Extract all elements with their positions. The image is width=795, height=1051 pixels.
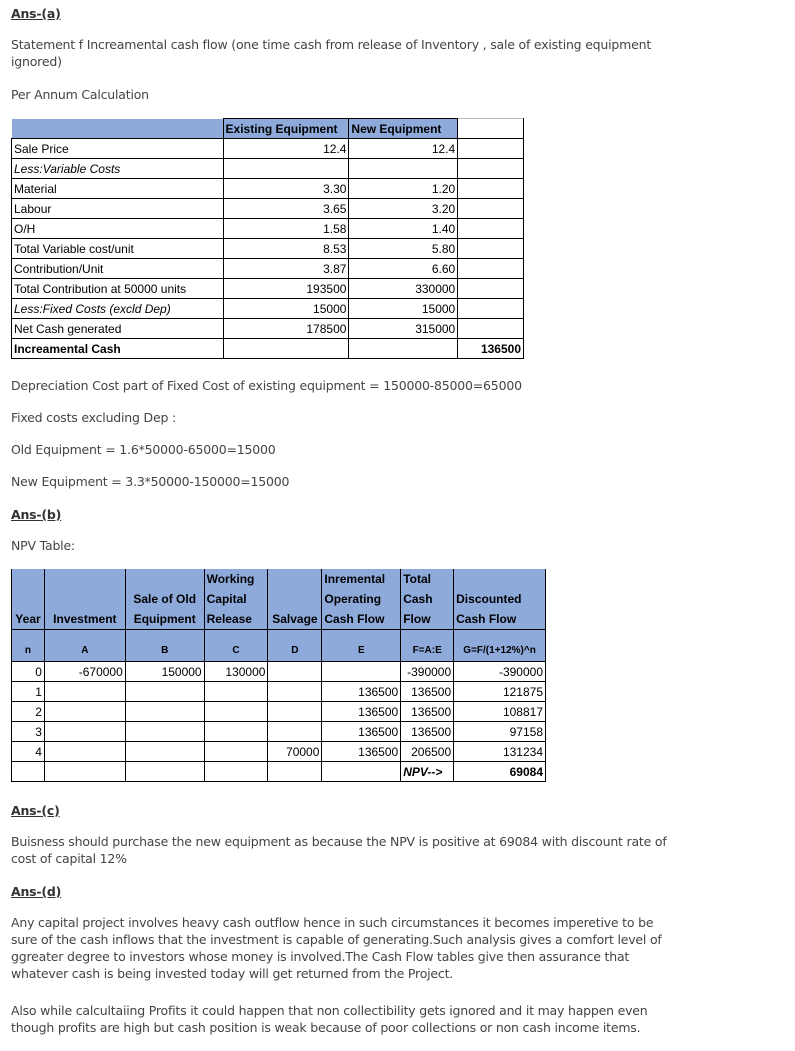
code-b: B — [125, 630, 204, 662]
paragraph-1: Any capital project involves heavy cash outflow hence in such circumstances it becomes imperetive to be sure of the cash inflows that the investment is capable of generating.Such analysis gives a comfort level of ggreater degree to investors whose money is involved.The Cash Flow tables give then assurance that whatever cash is being invested today will get returned from the Project. — [11, 915, 662, 981]
header-investment: Investment — [44, 569, 125, 630]
table-row — [12, 259, 524, 279]
cell-existing: 12.4 — [223, 139, 349, 159]
npv-code-row — [12, 630, 546, 662]
cell-n: 1 — [12, 682, 45, 702]
row-label: Total Contribution at 50000 units — [12, 279, 224, 299]
cell-e: 136500 — [322, 682, 401, 702]
cell-e: 136500 — [322, 702, 401, 722]
npv-table-heading: NPV Table: — [11, 538, 75, 553]
cell-e: 136500 — [322, 742, 401, 762]
cell-new: 6.60 — [349, 259, 458, 279]
cell-existing — [223, 339, 349, 359]
table-row — [12, 742, 546, 762]
cell-a — [44, 702, 125, 722]
header-existing: Existing Equipment — [223, 119, 349, 139]
cell-empty — [125, 762, 204, 782]
cell-diff — [458, 159, 524, 179]
cell-d — [268, 702, 322, 722]
npv-header-row — [12, 569, 546, 630]
table-row — [12, 702, 546, 722]
table-row — [12, 279, 524, 299]
cell-c: 130000 — [204, 662, 268, 682]
cell-f: -390000 — [401, 662, 454, 682]
header-sale-old — [125, 569, 204, 630]
cell-a — [44, 682, 125, 702]
intro-text: Statement f Increamental cash flow (one time cash from release of Inventory , sale of existing equipment ignored) — [11, 37, 652, 69]
header-dcf-line2: Cash Flow — [456, 612, 517, 626]
header-working-capital — [204, 569, 268, 630]
note-depreciation: Depreciation Cost part of Fixed Cost of existing equipment = 150000-85000=65000 — [11, 378, 522, 393]
cell-new: 3.20 — [349, 199, 458, 219]
header-year: Year — [12, 569, 45, 630]
table-row — [12, 159, 524, 179]
cell-b — [125, 742, 204, 762]
heading-ans-b: Ans-(b) — [11, 507, 62, 522]
cell-new: 1.40 — [349, 219, 458, 239]
cell-n: 2 — [12, 702, 45, 722]
code-d: D — [268, 630, 322, 662]
per-annum-table — [11, 118, 524, 359]
cell-existing: 3.87 — [223, 259, 349, 279]
cell-new: 12.4 — [349, 139, 458, 159]
cell-diff — [458, 319, 524, 339]
conclusion-text: Buisness should purchase the new equipment as because the NPV is positive at 69084 with discount rate of cost of capital 12% — [11, 834, 667, 866]
cell-diff — [458, 139, 524, 159]
cell-c — [204, 682, 268, 702]
cell-existing: 178500 — [223, 319, 349, 339]
cell-d — [268, 722, 322, 742]
header-sale-old-line1: Sale of Old — [133, 592, 197, 606]
table-row — [12, 722, 546, 742]
cell-diff — [458, 299, 524, 319]
cell-b — [125, 682, 204, 702]
cell-diff — [458, 259, 524, 279]
cell-d — [268, 662, 322, 682]
cell-n: 4 — [12, 742, 45, 762]
cell-e: 136500 — [322, 722, 401, 742]
table-row — [12, 179, 524, 199]
heading-ans-c: Ans-(c) — [11, 803, 60, 818]
cell-existing: 3.30 — [223, 179, 349, 199]
cell-empty — [12, 762, 45, 782]
cell-f: 206500 — [401, 742, 454, 762]
header-blank — [12, 119, 224, 139]
header-iocf-line2: Operating — [324, 592, 382, 606]
cell-existing: 1.58 — [223, 219, 349, 239]
code-n: n — [12, 630, 45, 662]
table-header-row — [12, 119, 524, 139]
cell-existing: 193500 — [223, 279, 349, 299]
cell-diff — [458, 239, 524, 259]
cell-a — [44, 742, 125, 762]
cell-new: 1.20 — [349, 179, 458, 199]
cell-d — [268, 682, 322, 702]
cell-diff — [458, 219, 524, 239]
header-new: New Equipment — [349, 119, 458, 139]
row-label: Contribution/Unit — [12, 259, 224, 279]
cell-g: 131234 — [454, 742, 546, 762]
cell-empty — [322, 762, 401, 782]
cell-g: -390000 — [454, 662, 546, 682]
paragraph-2: Also while calcultaiing Profits it could happen that non collectibility gets ignored and it may happen even though profits are high but cash position is weak because of poor collections or non cash income items. — [11, 1003, 648, 1035]
header-discounted-cash-flow — [454, 569, 546, 630]
header-iocf-line3: Cash Flow — [324, 612, 385, 626]
header-sale-old-line2: Equipment — [133, 612, 196, 626]
row-label: Material — [12, 179, 224, 199]
cell-d: 70000 — [268, 742, 322, 762]
header-wc-line3: Release — [206, 612, 252, 626]
incremental-cash-value: 136500 — [458, 339, 524, 359]
code-g: G=F/(1+12%)^n — [454, 630, 546, 662]
cell-n: 3 — [12, 722, 45, 742]
row-label: Less:Variable Costs — [12, 159, 224, 179]
cell-c — [204, 742, 268, 762]
header-iocf-line1: Inremental — [324, 572, 386, 586]
cell-g: 121875 — [454, 682, 546, 702]
note-new-equipment: New Equipment = 3.3*50000-150000=15000 — [11, 474, 290, 489]
cell-n: 0 — [12, 662, 45, 682]
header-total-cash-flow — [401, 569, 454, 630]
cell-new: 15000 — [349, 299, 458, 319]
cell-existing: 8.53 — [223, 239, 349, 259]
table-row — [12, 239, 524, 259]
cell-b — [125, 702, 204, 722]
table-row — [12, 219, 524, 239]
header-wc-line2: Capital — [206, 592, 247, 606]
cell-empty — [268, 762, 322, 782]
npv-row — [12, 762, 546, 782]
cell-g: 97158 — [454, 722, 546, 742]
cell-a — [44, 722, 125, 742]
header-tcf-line1: Total — [403, 572, 431, 586]
table-row — [12, 139, 524, 159]
cell-new — [349, 159, 458, 179]
table-row — [12, 299, 524, 319]
cell-b — [125, 722, 204, 742]
heading-ans-d: Ans-(d) — [11, 884, 62, 899]
cell-e — [322, 662, 401, 682]
code-e: E — [322, 630, 401, 662]
cell-b: 150000 — [125, 662, 204, 682]
npv-label: NPV--> — [401, 762, 454, 782]
cell-a: -670000 — [44, 662, 125, 682]
header-wc-line1: Working — [206, 572, 255, 586]
cell-diff — [458, 199, 524, 219]
code-c: C — [204, 630, 268, 662]
cell-existing — [223, 159, 349, 179]
npv-table — [11, 569, 546, 782]
cell-new: 315000 — [349, 319, 458, 339]
cell-f: 136500 — [401, 722, 454, 742]
row-label: Increamental Cash — [12, 339, 224, 359]
table-row — [12, 319, 524, 339]
table-row — [12, 662, 546, 682]
cell-empty — [44, 762, 125, 782]
table-row — [12, 682, 546, 702]
row-label: Net Cash generated — [12, 319, 224, 339]
cell-f: 136500 — [401, 682, 454, 702]
cell-existing: 15000 — [223, 299, 349, 319]
cell-existing: 3.65 — [223, 199, 349, 219]
cell-new — [349, 339, 458, 359]
table-row — [12, 199, 524, 219]
cell-diff — [458, 279, 524, 299]
row-label: Labour — [12, 199, 224, 219]
table-row-incremental-cash — [12, 339, 524, 359]
code-f: F=A:E — [401, 630, 454, 662]
cell-new: 5.80 — [349, 239, 458, 259]
note-old-equipment: Old Equipment = 1.6*50000-65000=15000 — [11, 442, 276, 457]
row-label: O/H — [12, 219, 224, 239]
cell-empty — [204, 762, 268, 782]
per-annum-heading: Per Annum Calculation — [11, 87, 149, 102]
cell-c — [204, 702, 268, 722]
heading-ans-a: Ans-(a) — [11, 6, 61, 21]
cell-c — [204, 722, 268, 742]
row-label: Less:Fixed Costs (excld Dep) — [12, 299, 224, 319]
header-dcf-line1: Discounted — [456, 592, 522, 606]
note-fixed-costs: Fixed costs excluding Dep : — [11, 410, 176, 425]
cell-g: 108817 — [454, 702, 546, 722]
header-tcf-line2: Cash — [403, 592, 433, 606]
header-salvage: Salvage — [268, 569, 322, 630]
code-a: A — [44, 630, 125, 662]
row-label: Total Variable cost/unit — [12, 239, 224, 259]
npv-value: 69084 — [454, 762, 546, 782]
cell-diff — [458, 179, 524, 199]
header-diff — [458, 119, 524, 139]
row-label: Sale Price — [12, 139, 224, 159]
header-tcf-line3: Flow — [403, 612, 431, 626]
cell-f: 136500 — [401, 702, 454, 722]
cell-new: 330000 — [349, 279, 458, 299]
header-operating-cash-flow — [322, 569, 401, 630]
